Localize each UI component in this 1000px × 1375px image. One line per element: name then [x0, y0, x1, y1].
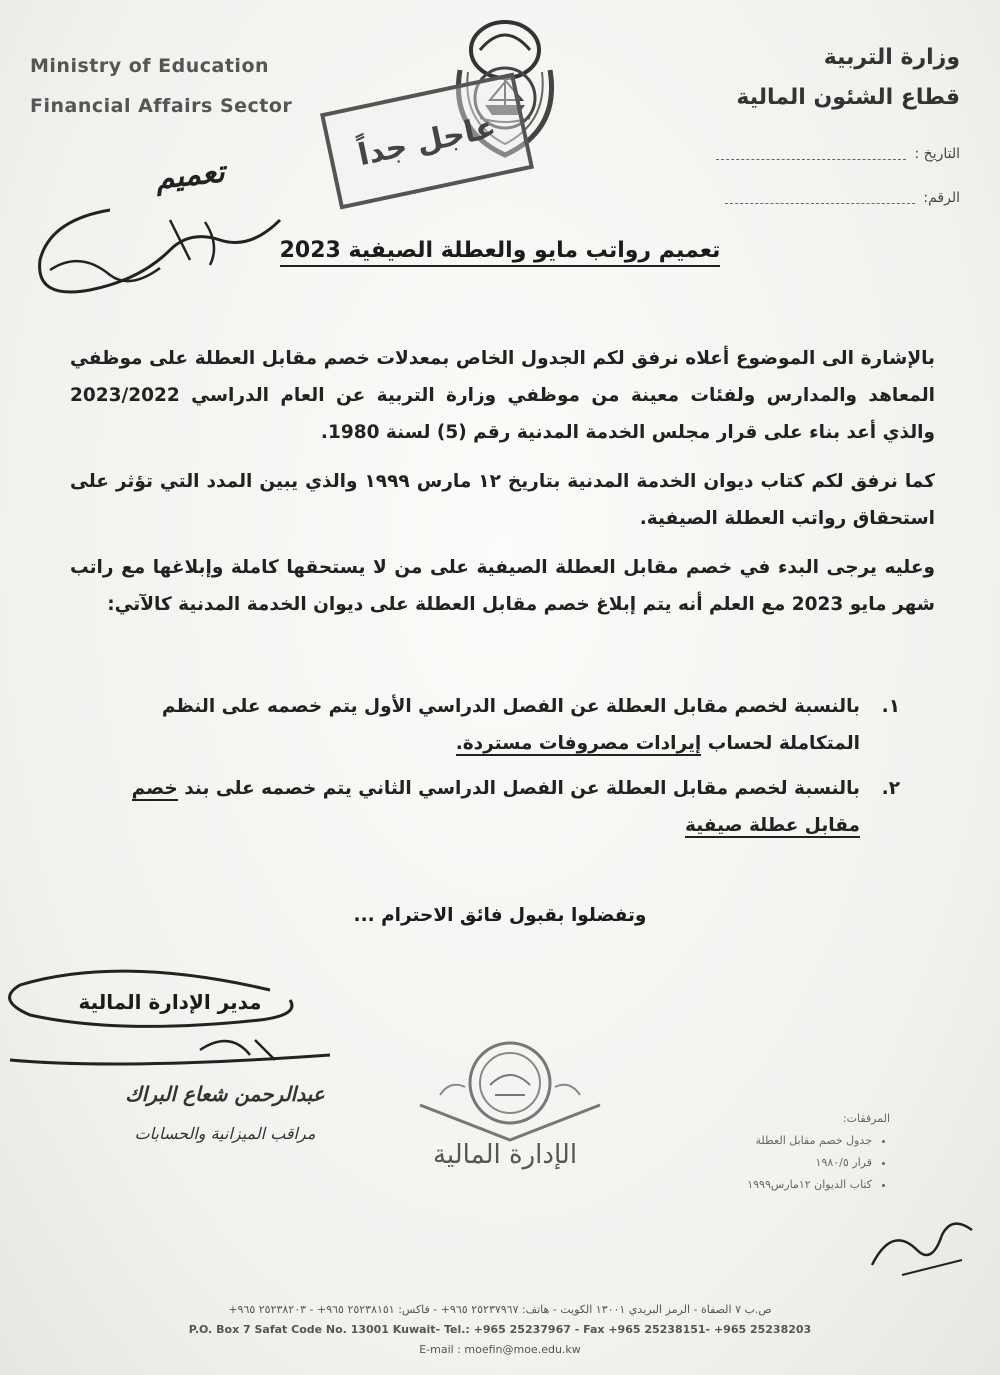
paragraph-1: بالإشارة الى الموضوع أعلاه نرفق لكم الجدول الخاص بمعدلات خصم مقابل العطلة على موظفي المعاهد والمدارس ولفئات معينة من موظفي وزارة التربية عن العام الدراسي 2023/2022 والذي أعد بناء على قرار مجلس الخدمة المدنية رقم (5) لسنة 1980.	[70, 348, 935, 443]
attachment-item: • جدول خصم مقابل العطلة	[747, 1130, 872, 1152]
sector-name-en: Financial Affairs Sector	[30, 95, 293, 117]
corner-initials-icon	[862, 1205, 982, 1285]
signatory-title: مدير الإدارة المالية	[78, 990, 262, 1014]
urgent-stamp	[320, 72, 534, 209]
urgent-stamp-text: عاجل جداً	[354, 109, 500, 173]
date-field	[716, 146, 960, 162]
instruction-list	[110, 688, 900, 852]
number-label: الرقم:	[923, 190, 960, 206]
date-label: التاريخ :	[914, 146, 960, 162]
list-item	[110, 770, 900, 844]
list-item	[110, 688, 900, 762]
paragraph-2: كما نرفق لكم كتاب ديوان الخدمة المدنية بتاريخ ١٢ مارس ١٩٩٩ والذي يبين المدد التي تؤثر على استحقاق رواتب العطلة الصيفية.	[70, 471, 935, 529]
seal-department-name: الإدارة المالية	[432, 1140, 578, 1170]
item-number: ١.	[881, 696, 900, 717]
arabic-letterhead	[736, 38, 960, 118]
item-text: بالنسبة لخصم مقابل العطلة عن الفصل الدراسي الثاني يتم خصمه على بند	[184, 778, 860, 799]
closing-line: وتفضلوا بقبول فائق الاحترام ...	[353, 905, 647, 926]
department-seal-icon	[410, 1025, 610, 1145]
signatory-name: عبدالرحمن شعاع البراك	[125, 1082, 325, 1106]
footer-email: E-mail : moefin@moe.edu.kw	[419, 1343, 581, 1356]
number-field	[725, 190, 960, 206]
attachments	[747, 1108, 890, 1196]
ministry-name-en: Ministry of Education	[30, 55, 270, 77]
footer-address-ar: ص.ب ٧ الصفاة - الرمز البريدي ١٣٠٠١ الكويت - هاتف: ٢٥٢٣٧٩٦٧ ٩٦٥+ - فاكس: ٢٥٢٣٨١٥١ ٩٦٥+ - ٢٥٢٣٨٢٠٣ ٩٦٥+	[228, 1303, 772, 1316]
attachment-item: • قرار ١٩٨٠/٥	[747, 1152, 872, 1174]
date-blank	[716, 149, 906, 160]
margin-note: تعميم	[153, 154, 227, 197]
sector-name-ar: قطاع الشئون المالية	[736, 85, 960, 110]
item-emphasis: إيرادات مصروفات مستردة.	[455, 733, 702, 754]
number-blank	[725, 193, 915, 204]
english-letterhead	[30, 46, 292, 126]
footer	[0, 1300, 1000, 1360]
document-body	[70, 340, 935, 635]
document-title: تعميم رواتب مايو والعطلة الصيفية 2023	[0, 238, 1000, 263]
item-text: بالنسبة لخصم مقابل العطلة عن الفصل الدراسي الأول يتم خصمه على النظم المتكاملة لحساب	[161, 696, 860, 754]
signatory-role: مراقب الميزانية والحسابات	[134, 1124, 316, 1143]
item-emphasis: خصم مقابل عطلة صيفية	[131, 778, 860, 836]
footer-address-en: P.O. Box 7 Safat Code No. 13001 Kuwait- Tel.: +965 25237967 - Fax +965 25238151- +965 25238203	[188, 1323, 812, 1336]
attachments-label: المرفقات:	[842, 1112, 890, 1125]
margin-signature-icon	[20, 150, 300, 310]
attachment-item: • كتاب الديوان ١٢مارس١٩٩٩	[747, 1174, 872, 1196]
paragraph-3: وعليه يرجى البدء في خصم مقابل العطلة الصيفية على من لا يستحقها كاملة وإبلاغها مع راتب شهر مايو 2023 مع العلم أنه يتم إبلاغ خصم مقابل العطلة على ديوان الخدمة المدنية كالآتي:	[70, 557, 935, 615]
item-number: ٢.	[881, 778, 900, 799]
ministry-name-ar: وزارة التربية	[823, 45, 960, 70]
